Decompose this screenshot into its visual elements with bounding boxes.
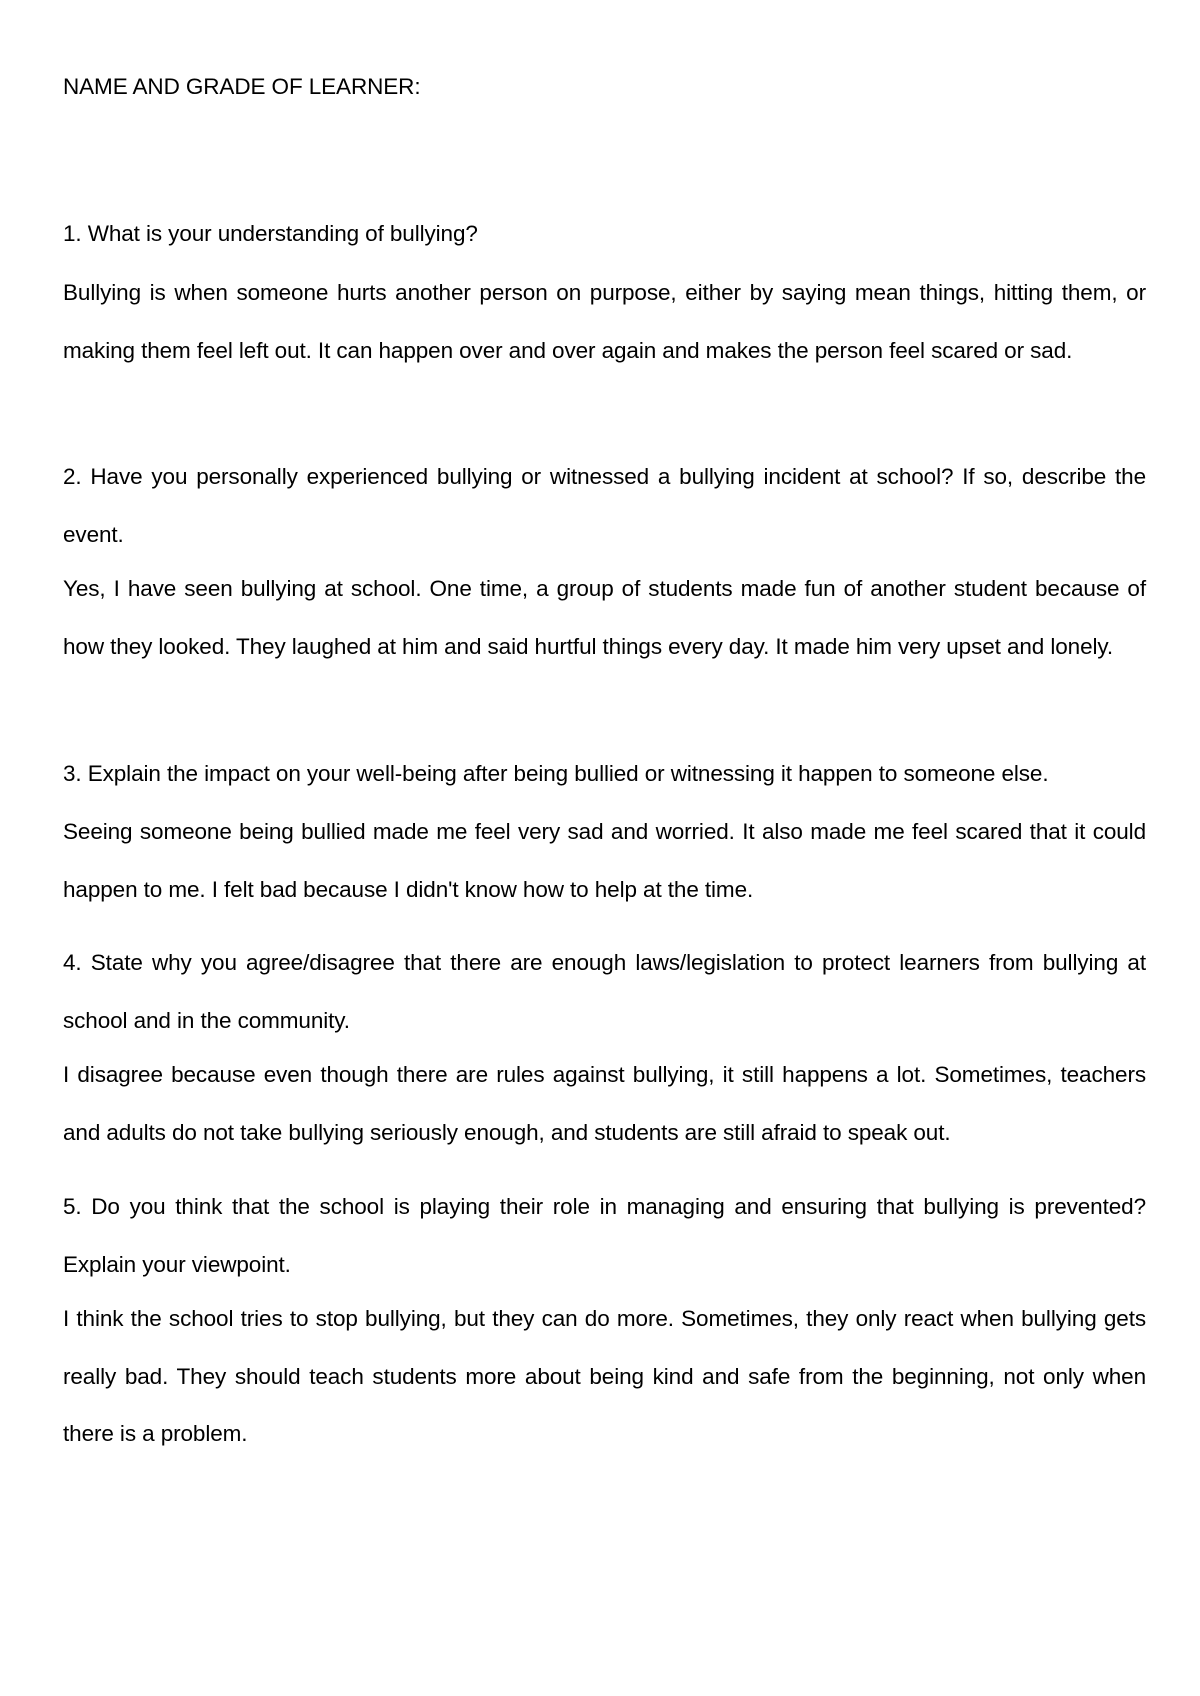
question-4: 4. State why you agree/disagree that there are enough laws/legislation to protect learners from bullying at school and in the community. [63,950,1146,1033]
answer-2: Yes, I have seen bullying at school. One time, a group of students made fun of another student because of how they looked. They laughed at him and said hurtful things every day. It made him very upset and lonely. [63,576,1146,659]
question-3: 3. Explain the impact on your well-being after being bullied or witnessing it happen to someone else. [63,761,1049,786]
question-5: 5. Do you think that the school is playing their role in managing and ensuring that bullying is prevented? Explain your viewpoint. [63,1194,1146,1277]
answer-3: Seeing someone being bullied made me feel very sad and worried. It also made me feel scared that it could happen to me. I felt bad because I didn't know how to help at the time. [63,819,1146,902]
question-2: 2. Have you personally experienced bullying or witnessed a bullying incident at school? If so, describe the event. [63,464,1146,547]
answer-4: I disagree because even though there are rules against bullying, it still happens a lot. Sometimes, teachers and adults do not take bullying seriously enough, and students are still afraid to speak out. [63,1062,1146,1145]
question-1: 1. What is your understanding of bullying? [63,221,478,246]
answer-5: I think the school tries to stop bullying, but they can do more. Sometimes, they only react when bullying gets really bad. They should teach students more about being kind and safe from the beginning, not only when there is a problem. [63,1306,1146,1446]
name-grade-label: NAME AND GRADE OF LEARNER: [63,74,421,99]
answer-1: Bullying is when someone hurts another person on purpose, either by saying mean things, hitting them, or making them feel left out. It can happen over and over again and makes the person feel scared or sad. [63,280,1146,363]
